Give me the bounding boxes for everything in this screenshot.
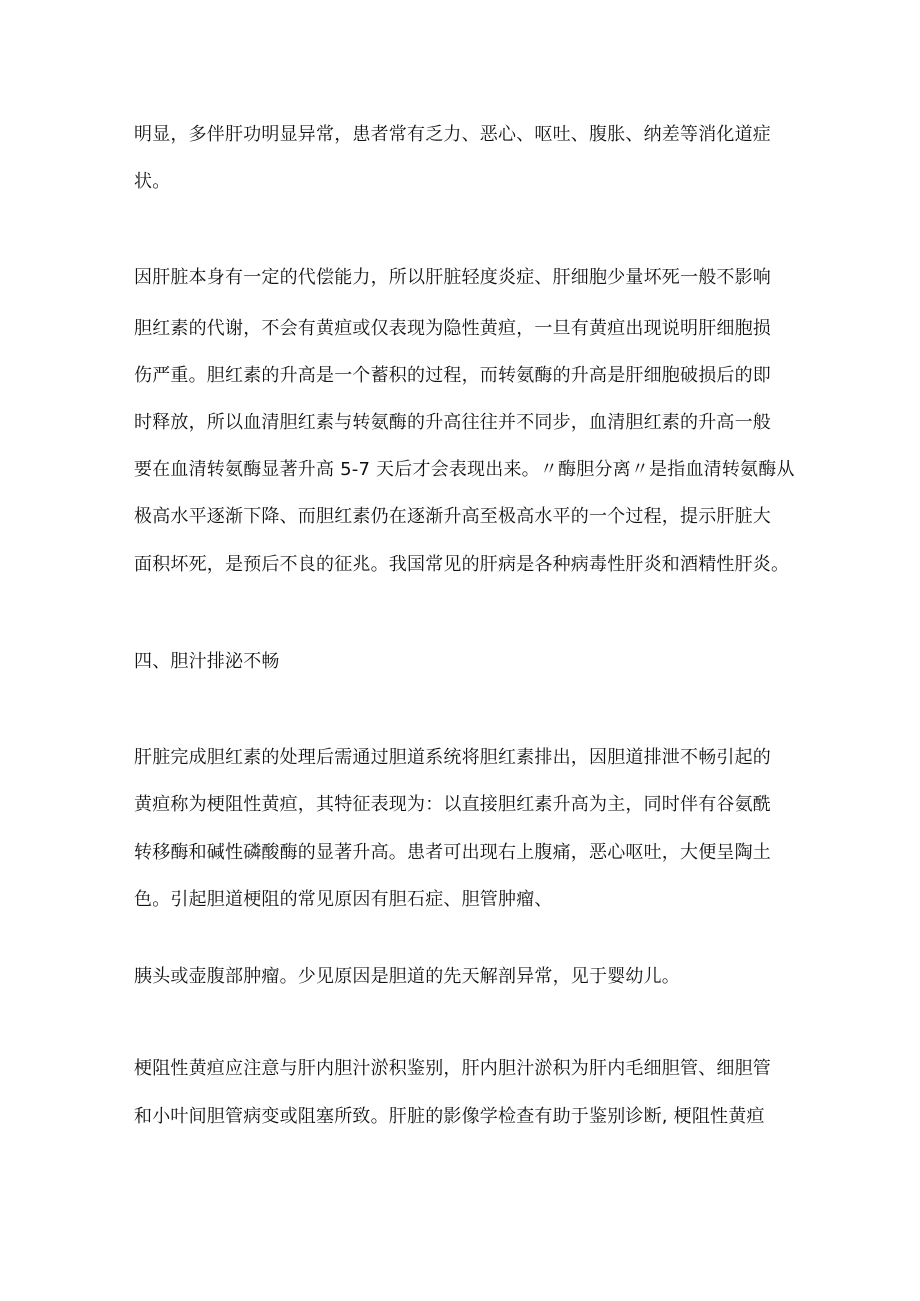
text-line: 明显，多伴肝功明显异常，患者常有乏力、恶心、呕吐、腹胀、纳差等消化道症 [134, 124, 771, 145]
text-line: 伤严重。胆红素的升高是一个蓄积的过程，而转氨酶的升高是肝细胞破损后的即 [134, 365, 771, 386]
text-line: 时释放，所以血清胆红素与转氨酶的升高往往并不同步，血清胆红素的升高一般 [134, 412, 771, 433]
section-heading: 四、胆汁排泌不畅 [134, 651, 280, 672]
text-line: 胰头或壶腹部肿瘤。少见原因是胆道的先天解剖异常，见于婴幼儿。 [134, 966, 680, 987]
text-line: 极高水平逐渐下降、而胆红素仍在逐渐升高至极高水平的一个过程，提示肝脏大 [134, 506, 771, 527]
text-line: 状。 [134, 171, 171, 192]
text-line: 梗阻性黄疸应注意与肝内胆汁淤积鉴别，肝内胆汁淤积为肝内毛细胆管、细胆管 [134, 1058, 771, 1079]
text-line: 胆红素的代谢，不会有黄疸或仅表现为隐性黄疸，一旦有黄疸出现说明肝细胞损 [134, 318, 771, 339]
text-line: 黄疸称为梗阻性黄疸，其特征表现为：以直接胆红素升高为主，同时伴有谷氨酰 [134, 794, 771, 815]
text-line: 要在血清转氨酶显著升高 5-7 天后才会表现出来。〃酶胆分离〃是指血清转氨酶从 [134, 459, 795, 480]
text-line: 面积坏死，是预后不良的征兆。我国常见的肝病是各种病毒性肝炎和酒精性肝炎。 [134, 554, 790, 575]
text-line: 肝脏完成胆红素的处理后需通过胆道系统将胆红素排出，因胆道排泄不畅引起的 [134, 747, 771, 768]
text-line: 因肝脏本身有一定的代偿能力，所以肝脏轻度炎症、肝细胞少量坏死一般不影响 [134, 267, 771, 288]
text-line: 色。引起胆道梗阻的常见原因有胆石症、胆管肿瘤、 [134, 889, 553, 910]
text-line: 和小叶间胆管病变或阻塞所致。肝脏的影像学检查有助于鉴别诊断, 梗阻性黄疸 [134, 1106, 765, 1127]
text-line: 转移酶和碱性磷酸酶的显著升高。患者可出现右上腹痛，恶心呕吐，大便呈陶土 [134, 842, 771, 863]
